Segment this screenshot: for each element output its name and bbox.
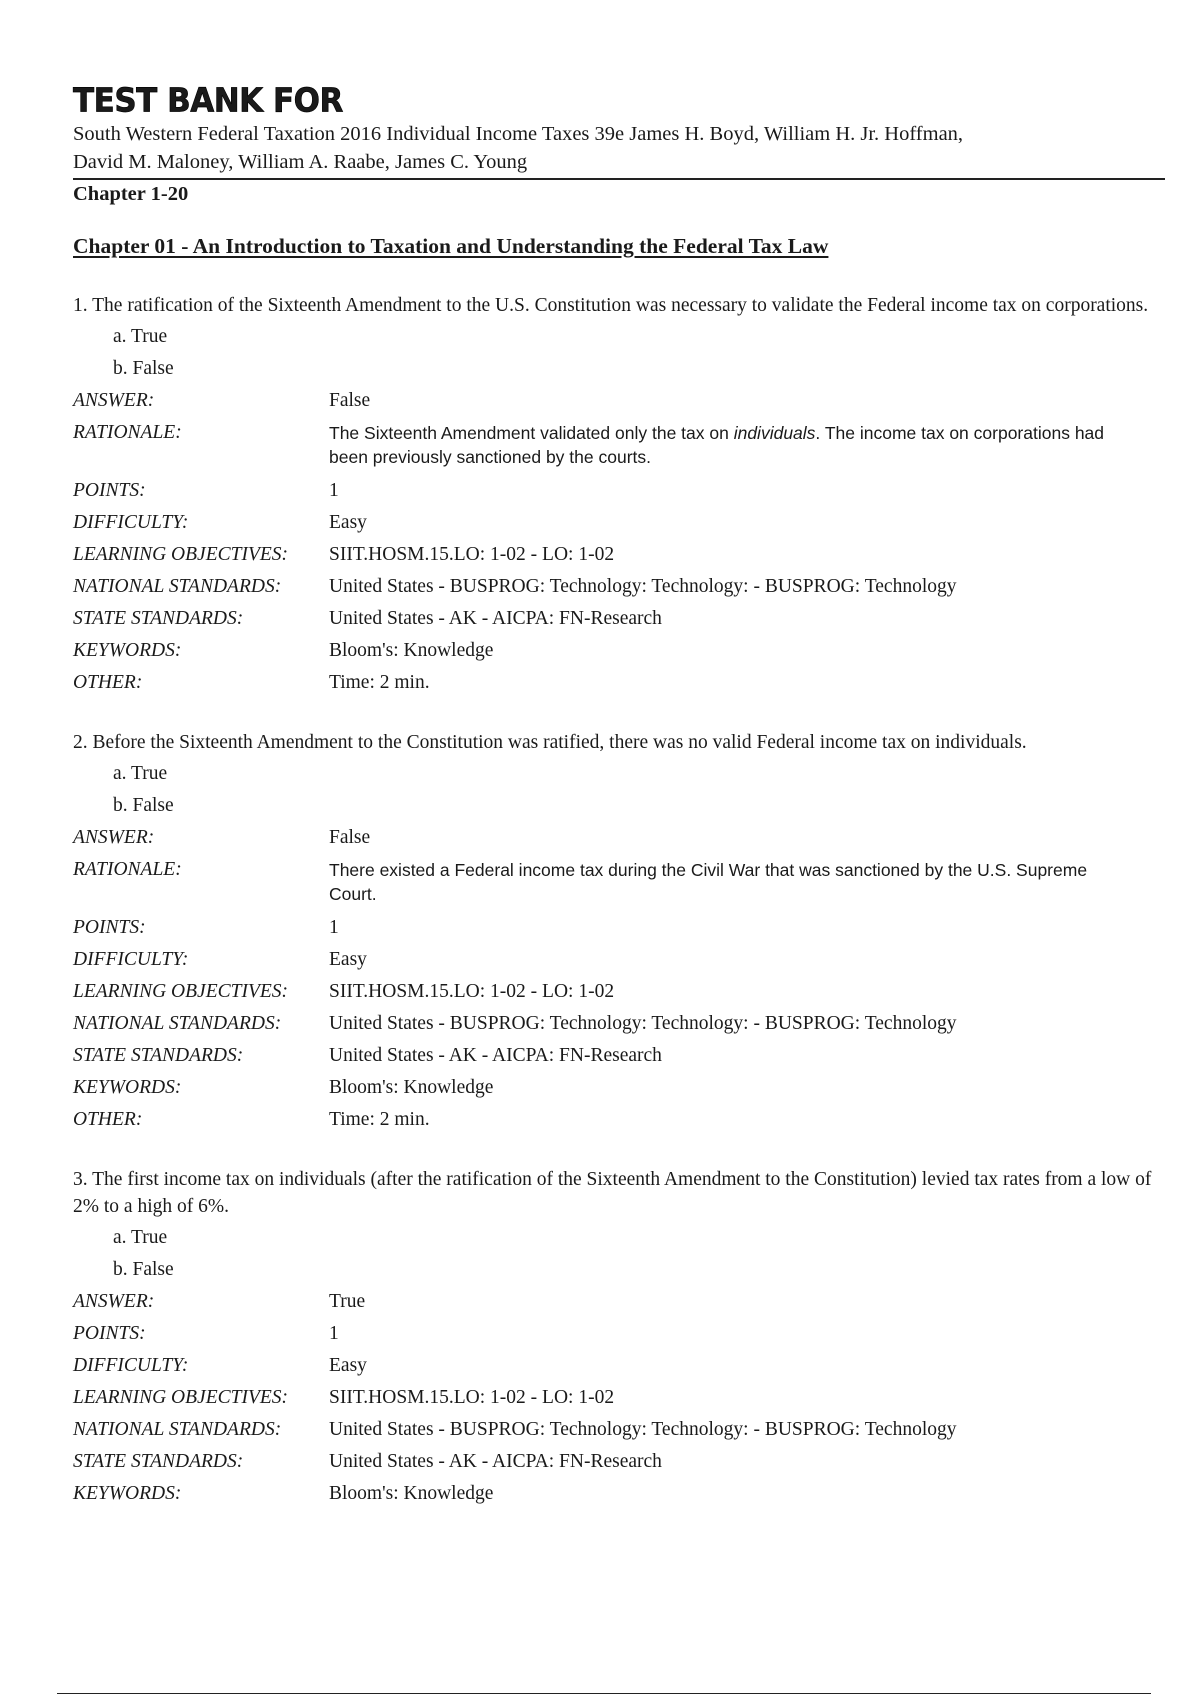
national-standards-value: United States - BUSPROG: Technology: Technology: - BUSPROG: Technology xyxy=(329,576,957,597)
points-value: 1 xyxy=(329,1323,339,1344)
other-row xyxy=(73,1104,1165,1136)
rationale-text-end: . The income tax on corporations had been previously sanctioned by the courts. xyxy=(329,423,1105,467)
keywords-value: Bloom's: Knowledge xyxy=(329,1077,494,1098)
state-standards-label: STATE STANDARDS: xyxy=(73,1451,244,1472)
keywords-label: KEYWORDS: xyxy=(73,1077,182,1098)
rationale-value xyxy=(329,417,1109,475)
points-row xyxy=(73,1318,1165,1350)
points-value: 1 xyxy=(329,917,339,938)
points-label: POINTS: xyxy=(73,480,146,501)
question-text: 1. The ratification of the Sixteenth Amendment to the U.S. Constitution was necessary to validate the Federal income tax on corporations. xyxy=(73,295,1149,316)
answer-row xyxy=(73,385,1165,417)
difficulty-row xyxy=(73,1350,1165,1382)
state-standards-row xyxy=(73,1040,1165,1072)
answer-options xyxy=(113,758,1165,822)
chapter-range: Chapter 1-20 xyxy=(73,183,189,205)
rationale-label: RATIONALE: xyxy=(73,859,182,880)
national-standards-row xyxy=(73,571,1165,603)
points-value: 1 xyxy=(329,480,339,501)
points-row xyxy=(73,912,1165,944)
answer-label: ANSWER: xyxy=(73,827,155,848)
document-page xyxy=(73,82,1165,1510)
answer-options xyxy=(113,1222,1165,1286)
answer-label: ANSWER: xyxy=(73,1291,155,1312)
other-label: OTHER: xyxy=(73,1109,143,1130)
keywords-row xyxy=(73,1072,1165,1104)
difficulty-label: DIFFICULTY: xyxy=(73,512,189,533)
national-standards-row xyxy=(73,1008,1165,1040)
answer-row xyxy=(73,822,1165,854)
points-label: POINTS: xyxy=(73,1323,146,1344)
learning-objectives-row xyxy=(73,976,1165,1008)
option-true: a. True xyxy=(113,1227,168,1248)
national-standards-row xyxy=(73,1414,1165,1446)
answer-label: ANSWER: xyxy=(73,390,155,411)
state-standards-label: STATE STANDARDS: xyxy=(73,608,244,629)
difficulty-row xyxy=(73,944,1165,976)
option-true: a. True xyxy=(113,763,168,784)
difficulty-label: DIFFICULTY: xyxy=(73,1355,189,1376)
rationale-row xyxy=(73,854,1165,912)
keywords-row xyxy=(73,635,1165,667)
rationale-value: There existed a Federal income tax during the Civil War that was sanctioned by the U.S. Supreme Court. xyxy=(329,860,1088,904)
learning-objectives-row xyxy=(73,539,1165,571)
state-standards-value: United States - AK - AICPA: FN-Research xyxy=(329,1045,662,1066)
learning-objectives-label: LEARNING OBJECTIVES: xyxy=(73,544,289,565)
other-value: Time: 2 min. xyxy=(329,1109,430,1130)
points-row xyxy=(73,475,1165,507)
rationale-emphasis: individuals xyxy=(733,423,816,443)
other-row xyxy=(73,667,1165,699)
keywords-value: Bloom's: Knowledge xyxy=(329,640,494,661)
question-2 xyxy=(73,729,1165,1136)
national-standards-label: NATIONAL STANDARDS: xyxy=(73,576,282,597)
rationale-text-start: The Sixteenth Amendment validated only the tax on xyxy=(329,423,734,443)
question-text: 2. Before the Sixteenth Amendment to the Constitution was ratified, there was no valid Federal income tax on individuals. xyxy=(73,732,1027,753)
national-standards-label: NATIONAL STANDARDS: xyxy=(73,1419,282,1440)
option-false: b. False xyxy=(113,795,174,816)
subtitle-line-2: David M. Maloney, William A. Raabe, James C. Young xyxy=(73,151,528,173)
answer-options xyxy=(113,321,1165,385)
learning-objectives-value: SIIT.HOSM.15.LO: 1-02 - LO: 1-02 xyxy=(329,544,615,565)
state-standards-label: STATE STANDARDS: xyxy=(73,1045,244,1066)
learning-objectives-value: SIIT.HOSM.15.LO: 1-02 - LO: 1-02 xyxy=(329,981,615,1002)
learning-objectives-row xyxy=(73,1382,1165,1414)
question-list xyxy=(73,292,1165,1510)
state-standards-row xyxy=(73,1446,1165,1478)
keywords-label: KEYWORDS: xyxy=(73,1483,182,1504)
book-subtitle xyxy=(73,120,1165,176)
learning-objectives-label: LEARNING OBJECTIVES: xyxy=(73,981,289,1002)
state-standards-value: United States - AK - AICPA: FN-Research xyxy=(329,608,662,629)
rationale-label: RATIONALE: xyxy=(73,422,182,443)
answer-value: False xyxy=(329,827,371,848)
difficulty-value: Easy xyxy=(329,949,367,970)
question-1 xyxy=(73,292,1165,699)
difficulty-value: Easy xyxy=(329,512,367,533)
other-label: OTHER: xyxy=(73,672,143,693)
answer-row xyxy=(73,1286,1165,1318)
difficulty-row xyxy=(73,507,1165,539)
national-standards-label: NATIONAL STANDARDS: xyxy=(73,1013,282,1034)
difficulty-value: Easy xyxy=(329,1355,367,1376)
learning-objectives-label: LEARNING OBJECTIVES: xyxy=(73,1387,289,1408)
banner-title: TEST BANK FOR xyxy=(73,82,343,120)
national-standards-value: United States - BUSPROG: Technology: Technology: - BUSPROG: Technology xyxy=(329,1013,957,1034)
points-label: POINTS: xyxy=(73,917,146,938)
difficulty-label: DIFFICULTY: xyxy=(73,949,189,970)
state-standards-row xyxy=(73,603,1165,635)
subtitle-line-1: South Western Federal Taxation 2016 Individual Income Taxes 39e James H. Boyd, William H. Jr. Hoffman, xyxy=(73,123,964,145)
answer-value: True xyxy=(329,1291,366,1312)
other-value: Time: 2 min. xyxy=(329,672,430,693)
answer-value: False xyxy=(329,390,371,411)
question-text: 3. The first income tax on individuals (after the ratification of the Sixteenth Amendment to the Constitution) levied tax rates from a low of 2% to a high of 6%. xyxy=(73,1169,1152,1217)
national-standards-value: United States - BUSPROG: Technology: Technology: - BUSPROG: Technology xyxy=(329,1419,957,1440)
option-true: a. True xyxy=(113,326,168,347)
state-standards-value: United States - AK - AICPA: FN-Research xyxy=(329,1451,662,1472)
question-3 xyxy=(73,1166,1165,1510)
keywords-label: KEYWORDS: xyxy=(73,640,182,661)
chapter-heading: Chapter 01 - An Introduction to Taxation and Understanding the Federal Tax Law xyxy=(73,234,829,258)
footer-divider xyxy=(57,1693,1151,1694)
keywords-row xyxy=(73,1478,1165,1510)
learning-objectives-value: SIIT.HOSM.15.LO: 1-02 - LO: 1-02 xyxy=(329,1387,615,1408)
keywords-value: Bloom's: Knowledge xyxy=(329,1483,494,1504)
rationale-row xyxy=(73,417,1165,475)
option-false: b. False xyxy=(113,358,174,379)
option-false: b. False xyxy=(113,1259,174,1280)
